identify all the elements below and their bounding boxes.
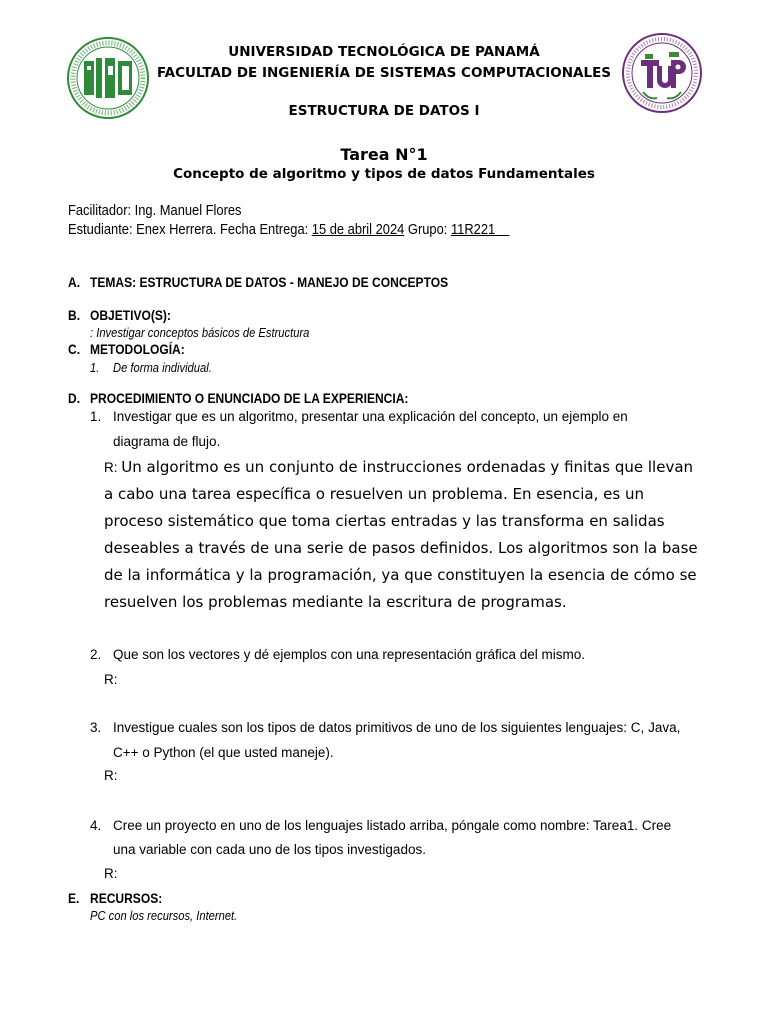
item-1-line1: Investigar que es un algoritmo, presentar una explicación del concepto, un ejemplo en [113,409,628,424]
objective-text: : Investigar conceptos básicos de Estructura [90,325,310,340]
item-3-answer-label: R: [104,768,118,783]
section-c-letter: C. [68,341,81,357]
section-a-title: TEMAS: ESTRUCTURA DE DATOS - MANEJO DE CONCEPTOS [90,274,449,290]
item-2-number: 2. [90,647,102,662]
item-4-line1: Cree un proyecto en uno de los lenguajes listado arriba, póngale como nombre: Tarea1. Cree [113,818,672,833]
methodology-text: De forma individual. [113,360,212,375]
section-d-letter: D. [68,390,81,406]
item-3-line2: C++ o Python (el que usted maneje). [113,745,334,760]
answer-line: resuelven los problemas mediante la escritura de programas. [104,593,567,611]
group-prefix: Grupo: [404,221,451,238]
item-1-number: 1. [90,409,102,424]
faculty-name: FACULTAD DE INGENIERÍA DE SISTEMAS COMPUTACIONALES [156,65,612,81]
facilitator-line: Facilitador: Ing. Manuel Flores [68,202,242,219]
university-name: UNIVERSIDAD TECNOLÓGICA DE PANAMÁ [228,44,540,60]
section-e-letter: E. [68,890,80,906]
answer-line: R: Un algoritmo es un conjunto de instrucciones ordenadas y finitas que llevan [104,458,694,476]
item-1-line2: diagrama de flujo. [113,434,221,449]
answer-line: proceso sistemático que toma ciertas entradas y las transforma en salidas [104,512,665,530]
section-c-title: METODOLOGÍA: [90,341,185,357]
student-prefix: Estudiante: Enex Herrera. Fecha Entrega: [68,221,312,238]
item-4-answer-label: R: [104,866,118,881]
answer-label: R: [104,460,122,475]
section-b-title: OBJETIVO(S): [90,307,171,323]
item-3-number: 3. [90,720,102,735]
section-a-letter: A. [68,274,81,290]
section-d-title: PROCEDIMIENTO O ENUNCIADO DE LA EXPERIENCIA: [90,390,409,406]
item-4-number: 4. [90,818,102,833]
answer-line: a cabo una tarea específica o resuelven un problema. En esencia, es un [104,485,644,503]
item-3-line1: Investigue cuales son los tipos de datos primitivos de uno de los siguientes lenguajes: C, Java, [113,720,681,735]
answer-line: deseables a través de una serie de pasos definidos. Los algoritmos son la base [104,539,698,557]
course-name: ESTRUCTURA DE DATOS I [288,103,480,119]
item-2-line1: Que son los vectores y dé ejemplos con una representación gráfica del mismo. [113,647,585,662]
item-4-line2: una variable con cada uno de los tipos investigados. [113,842,426,857]
methodology-number: 1. [90,360,100,375]
answer-line: de la informática y la programación, ya que constituyen la esencia de cómo se [104,566,697,584]
group-code: 11R221 [450,221,510,238]
task-title: Tarea N°1 [340,145,428,164]
item-2-answer-label: R: [104,672,118,687]
item-1-answer [104,454,714,616]
section-b-letter: B. [68,307,81,323]
student-line [68,221,510,238]
task-subtitle: Concepto de algoritmo y tipos de datos Fundamentales [173,166,595,182]
section-e-title: RECURSOS: [90,890,163,906]
resources-text: PC con los recursos, Internet. [90,908,238,923]
due-date: 15 de abril 2024 [311,221,405,238]
